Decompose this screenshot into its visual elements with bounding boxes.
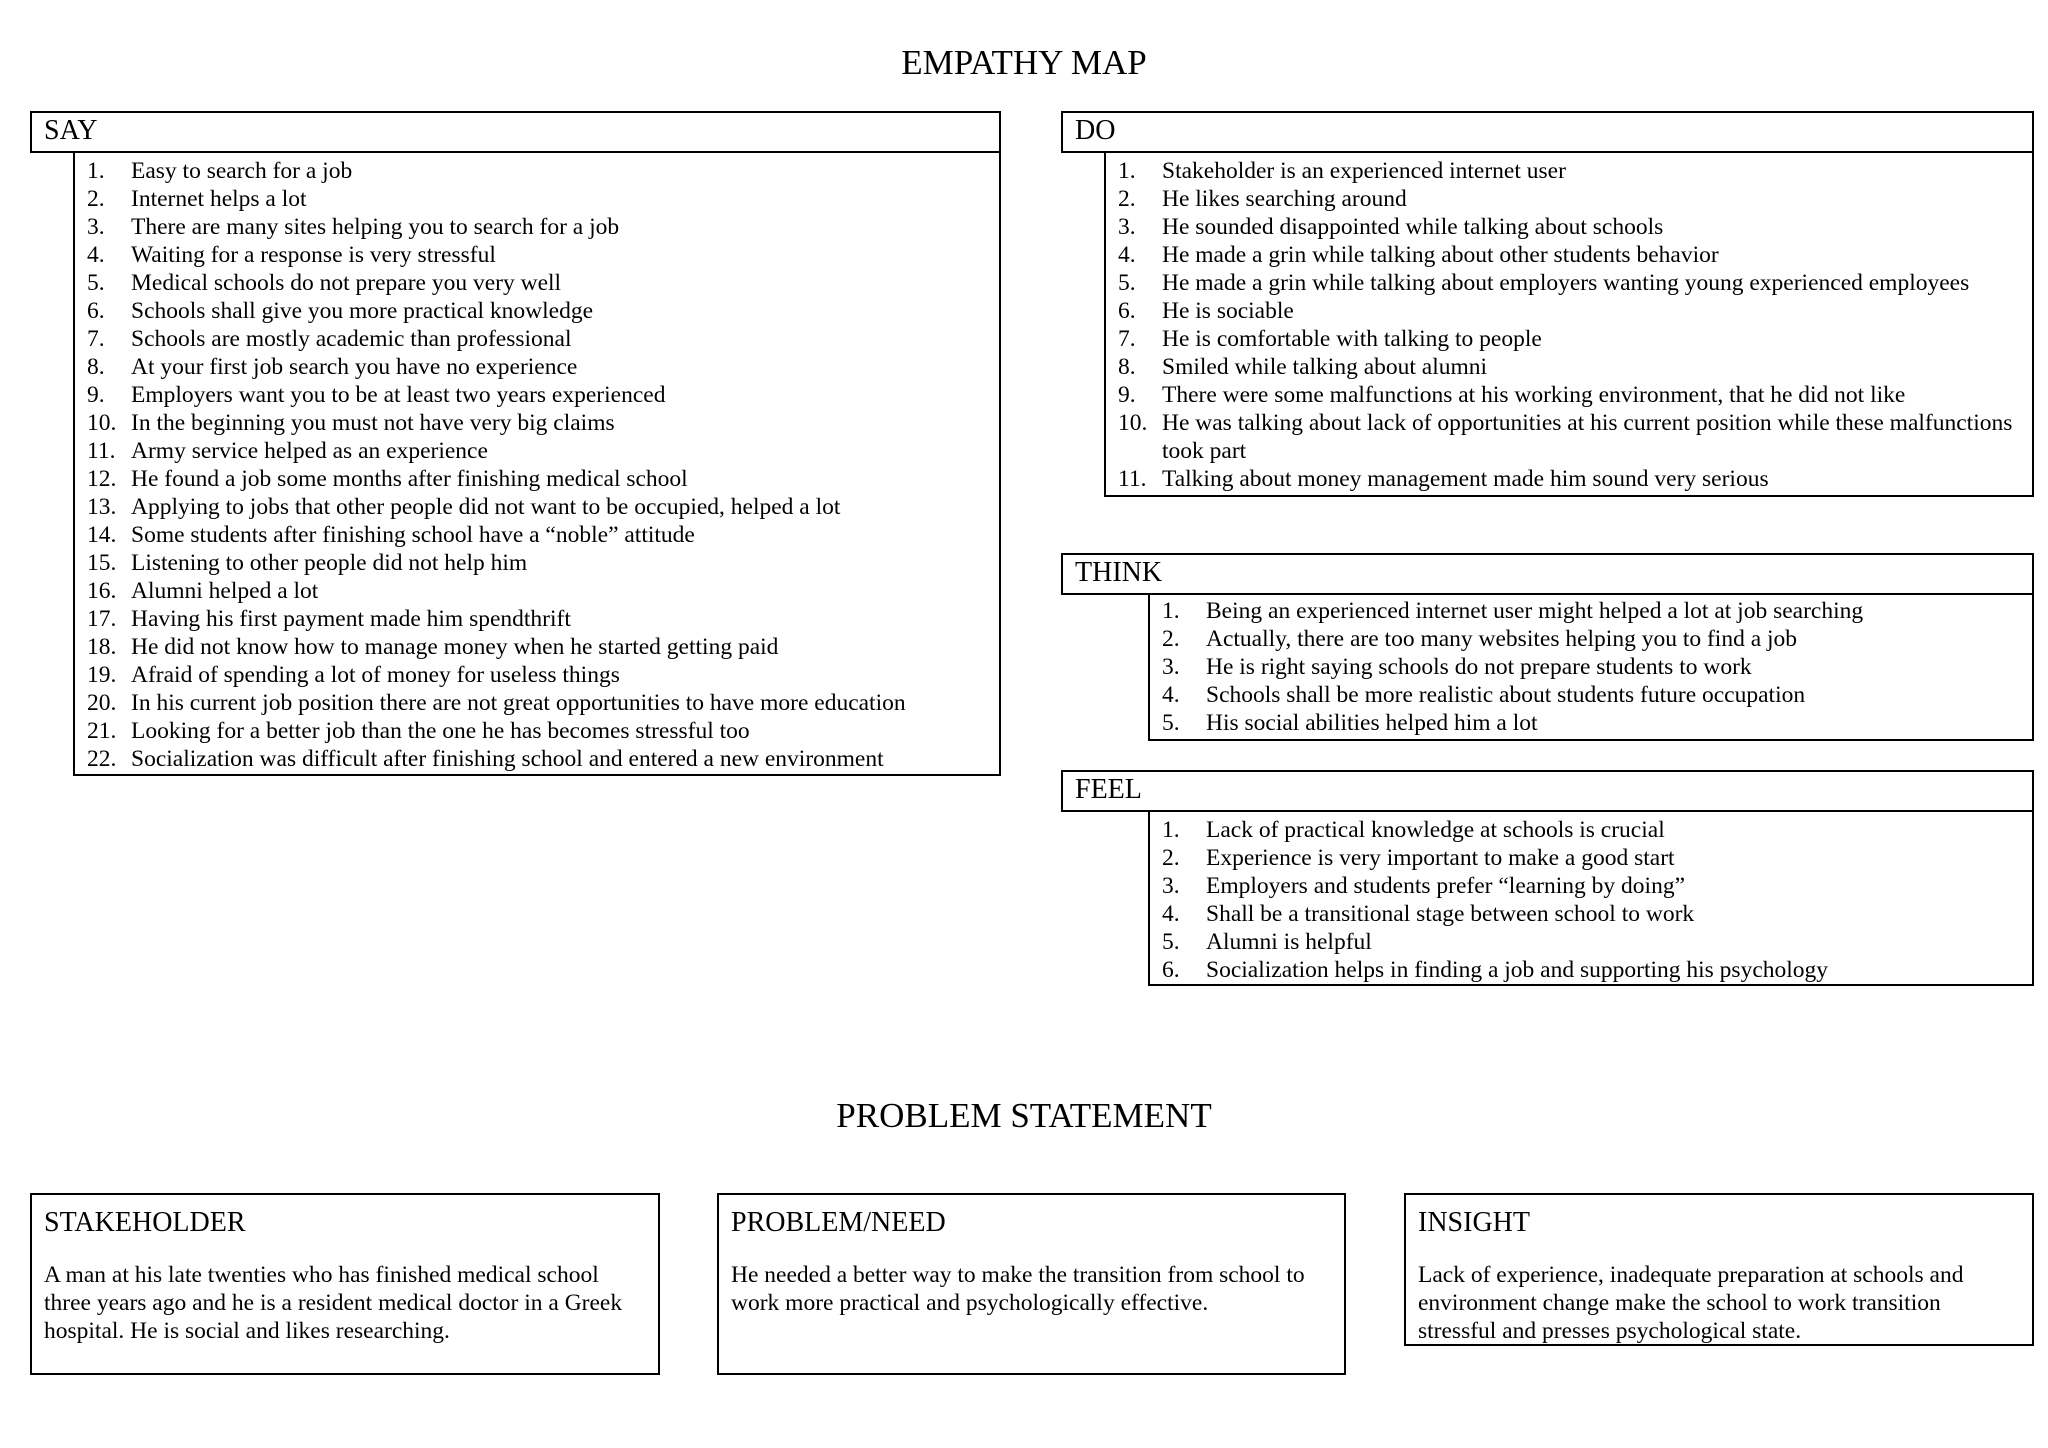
- feel-list-item: [1150, 900, 2032, 928]
- say-list-item: [75, 633, 999, 661]
- list-item-text: Afraid of spending a lot of money for useless things: [131, 662, 620, 688]
- do-list-item: [1106, 213, 2032, 241]
- say-list-item: [75, 157, 999, 185]
- list-item-text: Army service helped as an experience: [131, 438, 488, 464]
- list-item-number: 13.: [87, 494, 117, 520]
- list-item-text: He found a job some months after finishing medical school: [131, 466, 688, 492]
- do-list-item: [1106, 157, 2032, 185]
- list-item-number: 3.: [1162, 873, 1180, 899]
- say-list-item: [75, 297, 999, 325]
- list-item-text: At your first job search you have no experience: [131, 354, 578, 380]
- do-list: [1106, 157, 2032, 493]
- list-item-text: Alumni helped a lot: [131, 578, 319, 604]
- list-item-number: 10.: [87, 410, 117, 436]
- list-item-number: 5.: [87, 270, 105, 296]
- list-item-number: 6.: [1162, 957, 1180, 983]
- list-item-number: 2.: [1162, 626, 1180, 652]
- list-item-number: 16.: [87, 578, 117, 604]
- list-item-number: 5.: [1118, 270, 1136, 296]
- list-item-number: 2.: [1162, 845, 1180, 871]
- list-item-number: 7.: [87, 326, 105, 352]
- do-list-item: [1106, 269, 2032, 297]
- list-item-number: 2.: [1118, 186, 1136, 212]
- list-item-number: 4.: [1118, 242, 1136, 268]
- list-item-number: 9.: [1118, 382, 1136, 408]
- say-list: [75, 157, 999, 773]
- do-list-item: [1106, 409, 2032, 465]
- list-item-text: Socialization was difficult after finishing school and entered a new environment: [131, 746, 884, 772]
- list-item-number: 2.: [87, 186, 105, 212]
- list-item-text: Internet helps a lot: [131, 186, 307, 212]
- think-list: [1150, 597, 2032, 737]
- list-item-text: Socialization helps in finding a job and supporting his psychology: [1206, 957, 1829, 983]
- list-item-text: He made a grin while talking about employers wanting young experienced employees: [1162, 270, 1970, 296]
- list-item-text: He is comfortable with talking to people: [1162, 326, 1542, 352]
- list-item-number: 11.: [1118, 466, 1147, 492]
- empathy-map-title: EMPATHY MAP: [901, 43, 1147, 82]
- list-item-number: 15.: [87, 550, 117, 576]
- list-item-text: He is sociable: [1162, 298, 1294, 324]
- list-item-number: 8.: [1118, 354, 1136, 380]
- list-item-text: Being an experienced internet user might helped a lot at job searching: [1206, 598, 1864, 624]
- list-item-text: His social abilities helped him a lot: [1206, 710, 1538, 736]
- list-item-text: There are many sites helping you to search for a job: [131, 214, 620, 240]
- list-item-text: In the beginning you must not have very big claims: [131, 410, 615, 436]
- list-item-text: He likes searching around: [1162, 186, 1407, 212]
- say-list-item: [75, 353, 999, 381]
- think-list-item: [1150, 625, 2032, 653]
- list-item-text: Experience is very important to make a good start: [1206, 845, 1675, 871]
- list-item-text: Easy to search for a job: [131, 158, 353, 184]
- say-list-item: [75, 409, 999, 437]
- think-list-item: [1150, 597, 2032, 625]
- list-item-number: 20.: [87, 690, 117, 716]
- say-list-item: [75, 661, 999, 689]
- list-item-number: 11.: [87, 438, 116, 464]
- do-list-item: [1106, 465, 2032, 493]
- say-list-item: [75, 241, 999, 269]
- do-list-item: [1106, 353, 2032, 381]
- feel-list-item: [1150, 928, 2032, 956]
- list-item-text: Medical schools do not prepare you very well: [131, 270, 562, 296]
- insight-box: [1404, 1193, 2034, 1346]
- list-item-text: Listening to other people did not help him: [131, 550, 528, 576]
- feel-box: [1148, 812, 2034, 986]
- say-list-item: [75, 381, 999, 409]
- list-item-text: He did not know how to manage money when he started getting paid: [131, 634, 779, 660]
- stakeholder-box: [30, 1193, 660, 1375]
- list-item-number: 4.: [87, 242, 105, 268]
- say-list-item: [75, 717, 999, 745]
- list-item-number: 1.: [1162, 817, 1180, 843]
- feel-list-item: [1150, 956, 2032, 984]
- list-item-number: 6.: [1118, 298, 1136, 324]
- list-item-number: 9.: [87, 382, 105, 408]
- list-item-number: 17.: [87, 606, 117, 632]
- list-item-number: 3.: [1162, 654, 1180, 680]
- problem-need-text: He needed a better way to make the transition from school to work more practical and psychologically effective.: [731, 1262, 1305, 1316]
- list-item-number: 1.: [1118, 158, 1136, 184]
- say-list-item: [75, 437, 999, 465]
- list-item-text: Alumni is helpful: [1206, 929, 1372, 955]
- list-item-text: Having his first payment made him spendthrift: [131, 606, 571, 632]
- say-header: SAY: [30, 111, 1001, 153]
- say-list-item: [75, 521, 999, 549]
- list-item-number: 22.: [87, 746, 117, 772]
- list-item-text: Schools shall be more realistic about students future occupation: [1206, 682, 1806, 708]
- say-list-item: [75, 745, 999, 773]
- say-list-item: [75, 605, 999, 633]
- do-list-item: [1106, 325, 2032, 353]
- feel-list-item: [1150, 872, 2032, 900]
- do-box: [1104, 153, 2034, 497]
- stakeholder-header: STAKEHOLDER: [44, 1207, 246, 1238]
- do-list-item: [1106, 381, 2032, 409]
- problem-statement-title: PROBLEM STATEMENT: [836, 1096, 1212, 1135]
- list-item-text: Shall be a transitional stage between school to work: [1206, 901, 1695, 927]
- list-item-number: 3.: [1118, 214, 1136, 240]
- say-list-item: [75, 185, 999, 213]
- list-item-text: Stakeholder is an experienced internet user: [1162, 158, 1566, 184]
- list-item-text: Waiting for a response is very stressful: [131, 242, 496, 268]
- stakeholder-text: A man at his late twenties who has finished medical school three years ago and he is a resident medical doctor in a Greek hospital. He is social and likes researching.: [44, 1262, 623, 1344]
- do-list-item: [1106, 241, 2032, 269]
- feel-header: FEEL: [1061, 770, 2034, 812]
- list-item-text: He is right saying schools do not prepare students to work: [1206, 654, 1752, 680]
- list-item-number: 5.: [1162, 710, 1180, 736]
- problem-need-header: PROBLEM/NEED: [731, 1207, 946, 1238]
- list-item-number: 12.: [87, 466, 117, 492]
- list-item-number: 5.: [1162, 929, 1180, 955]
- list-item-number: 6.: [87, 298, 105, 324]
- list-item-text: Smiled while talking about alumni: [1162, 354, 1488, 380]
- list-item-text: Some students after finishing school have a “noble” attitude: [131, 522, 695, 548]
- list-item-number: 3.: [87, 214, 105, 240]
- say-list-item: [75, 493, 999, 521]
- list-item-number: 4.: [1162, 682, 1180, 708]
- list-item-text: He made a grin while talking about other students behavior: [1162, 242, 1719, 268]
- list-item-text: He sounded disappointed while talking about schools: [1162, 214, 1664, 240]
- list-item-number: 21.: [87, 718, 117, 744]
- think-list-item: [1150, 709, 2032, 737]
- list-item-number: 10.: [1118, 410, 1148, 436]
- think-header: THINK: [1061, 553, 2034, 595]
- say-list-item: [75, 325, 999, 353]
- say-list-item: [75, 689, 999, 717]
- insight-header: INSIGHT: [1418, 1207, 1530, 1238]
- insight-text: Lack of experience, inadequate preparation at schools and environment change make the school to work transition stressful and presses psychological state.: [1418, 1262, 1964, 1344]
- list-item-text: Talking about money management made him sound very serious: [1162, 466, 1769, 492]
- list-item-number: 18.: [87, 634, 117, 660]
- list-item-text: Employers and students prefer “learning by doing”: [1206, 873, 1685, 899]
- think-list-item: [1150, 681, 2032, 709]
- say-list-item: [75, 577, 999, 605]
- list-item-number: 8.: [87, 354, 105, 380]
- list-item-number: 19.: [87, 662, 117, 688]
- list-item-text: Schools shall give you more practical knowledge: [131, 298, 594, 324]
- think-box: [1148, 595, 2034, 741]
- list-item-text: Schools are mostly academic than professional: [131, 326, 572, 352]
- list-item-number: 7.: [1118, 326, 1136, 352]
- list-item-text: Lack of practical knowledge at schools is crucial: [1206, 817, 1665, 843]
- list-item-number: 1.: [87, 158, 105, 184]
- do-header: DO: [1061, 111, 2034, 153]
- say-list-item: [75, 549, 999, 577]
- feel-list: [1150, 816, 2032, 984]
- think-list-item: [1150, 653, 2032, 681]
- list-item-text: In his current job position there are not great opportunities to have more education: [131, 690, 906, 716]
- do-list-item: [1106, 297, 2032, 325]
- say-list-item: [75, 269, 999, 297]
- do-list-item: [1106, 185, 2032, 213]
- say-box: [73, 153, 1001, 776]
- list-item-text: Actually, there are too many websites helping you to find a job: [1206, 626, 1798, 652]
- list-item-number: 4.: [1162, 901, 1180, 927]
- list-item-text: Employers want you to be at least two years experienced: [131, 382, 666, 408]
- list-item-text: He was talking about lack of opportunities at his current position while these malfunctions took part: [1162, 410, 2013, 464]
- list-item-text: Looking for a better job than the one he has becomes stressful too: [131, 718, 750, 744]
- say-list-item: [75, 465, 999, 493]
- feel-list-item: [1150, 816, 2032, 844]
- list-item-text: There were some malfunctions at his working environment, that he did not like: [1162, 382, 1906, 408]
- list-item-number: 14.: [87, 522, 117, 548]
- say-list-item: [75, 213, 999, 241]
- list-item-number: 1.: [1162, 598, 1180, 624]
- list-item-text: Applying to jobs that other people did not want to be occupied, helped a lot: [131, 494, 841, 520]
- feel-list-item: [1150, 844, 2032, 872]
- problem-need-box: [717, 1193, 1346, 1375]
